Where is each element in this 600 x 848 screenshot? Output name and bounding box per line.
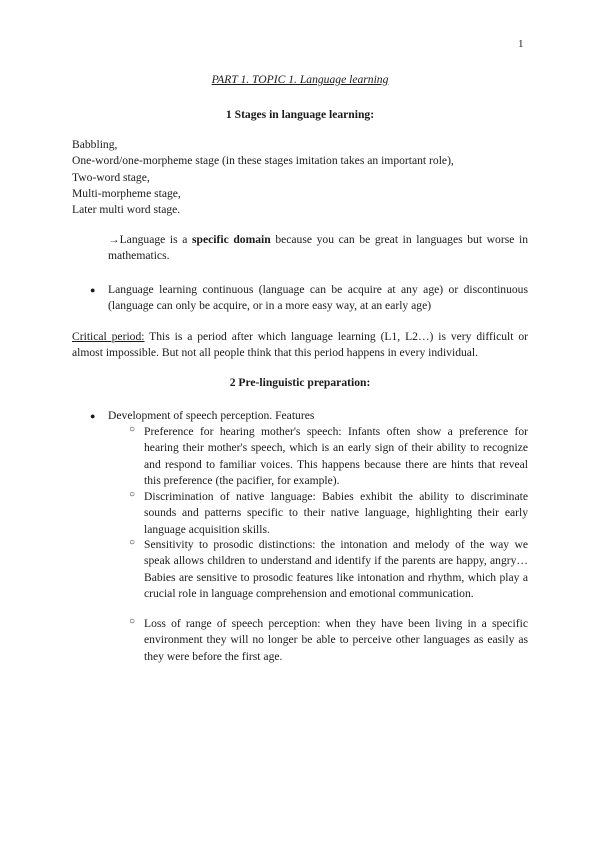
sub-item: Loss of range of speech perception: when they have been living in a specific environment they will no longer be able to perceive other languages as easily as they were before the first age. <box>144 617 528 663</box>
critical-period-text: This is a period after which language learning (L1, L2…) is very difficult or almost impossible. But not all people think that this period happens in every individual. <box>72 330 528 360</box>
sub-bullet-glyph: ○ <box>129 424 136 435</box>
stages-list <box>72 137 454 218</box>
critical-period-label: Critical period: <box>72 330 145 343</box>
sub-item: Preference for hearing mother's speech: Infants often show a preference for hearing their mother's speech, which is an early sign of their ability to recognize and respond to familiar voices. This happens because there are hints that reveal this preference (the pacifier, for example). <box>144 425 528 488</box>
specific-domain-note <box>108 232 528 265</box>
sub-bullet-glyph: ○ <box>129 489 136 500</box>
stage-item: Two-word stage, <box>72 170 150 184</box>
critical-period-paragraph <box>72 329 528 362</box>
note-bold: specific domain <box>192 233 271 246</box>
sub-item: Discrimination of native language: Babies exhibit the ability to discriminate sounds and patterns specific to their native language, highlighting their early language acquisition skills. <box>144 490 528 536</box>
stage-item: One-word/one-morpheme stage (in these stages imitation takes an important role), <box>72 154 454 168</box>
page-number: 1 <box>518 38 524 50</box>
note-suffix: because you can be great in languages but worse in mathematics. <box>108 233 528 263</box>
speech-perception-bullet: Development of speech perception. Features <box>108 409 315 422</box>
bullet-glyph: ● <box>90 411 96 421</box>
sub-bullet-glyph: ○ <box>129 537 136 548</box>
stage-item: Babbling, <box>72 138 118 151</box>
section2-heading: 2 Pre-linguistic preparation: <box>229 376 371 389</box>
stage-item: Later multi word stage. <box>72 203 181 217</box>
bullet-glyph: ● <box>90 285 96 295</box>
sub-bullet-glyph: ○ <box>129 616 136 627</box>
note-prefix: →Language is a <box>108 233 193 246</box>
section1-heading: 1 Stages in language learning: <box>225 108 375 121</box>
sub-item: Sensitivity to prosodic distinctions: the intonation and melody of the way we speak allows children to understand and identify if the parents are happy, angry… Babies are sensitive to prosodic features like intonation and rhythm, which play a crucial role in language comprehension and emotional communication. <box>144 538 528 601</box>
continuity-bullet: Language learning continuous (language can be acquire at any age) or discontinuous (language can only be acquire, or in a more easy way, at an early age) <box>108 283 528 313</box>
stage-item: Multi-morpheme stage, <box>72 186 181 200</box>
part-title: PART 1. TOPIC 1. Language learning <box>211 73 389 86</box>
